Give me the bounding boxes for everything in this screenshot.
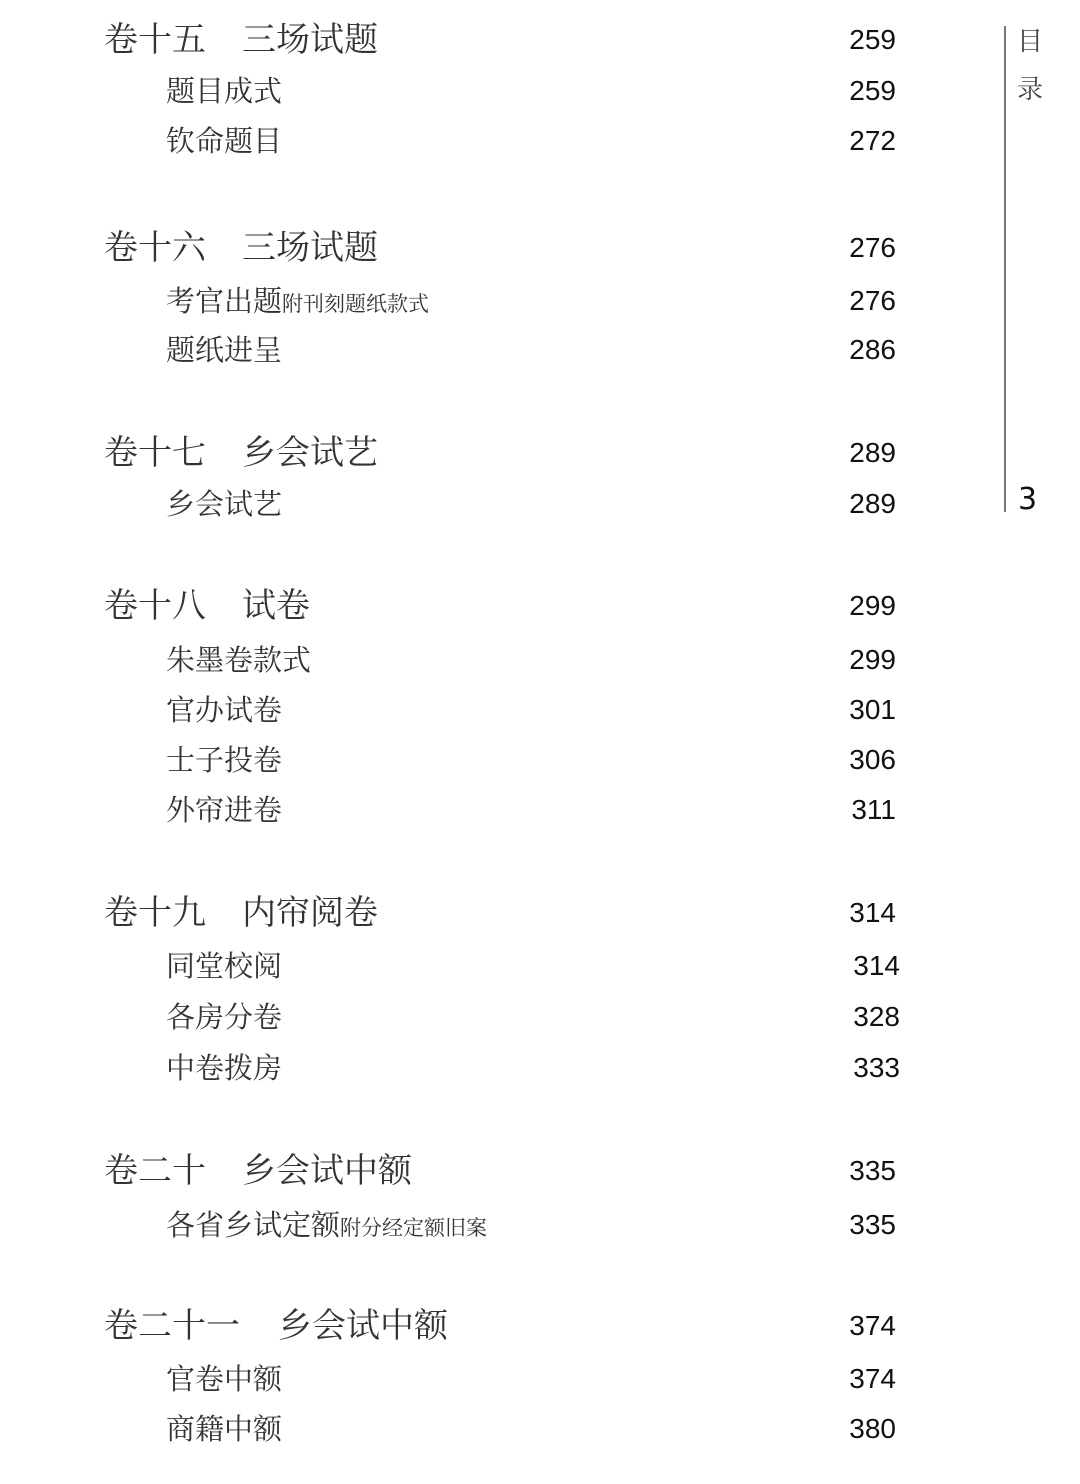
entry-row	[0, 119, 1000, 163]
entry-row	[0, 995, 1000, 1039]
volume-label: 卷十七	[104, 433, 206, 473]
entry-row	[0, 279, 1000, 323]
page-number: 335	[849, 1209, 896, 1240]
entry-title: 外帘进卷	[166, 793, 283, 827]
volume-row	[0, 226, 1000, 270]
entry-row	[0, 69, 1000, 113]
page-number: 259	[849, 75, 896, 106]
volume-title: 试卷	[242, 586, 310, 626]
volume-label: 卷十八	[104, 586, 206, 626]
volume-title: 三场试题	[242, 228, 378, 268]
entry-row	[0, 738, 1000, 782]
entry-row	[0, 688, 1000, 732]
entry-title: 乡会试艺	[166, 487, 283, 521]
page-number: 259	[849, 24, 896, 55]
volume-label: 卷十五	[104, 20, 206, 60]
entry-title: 士子投卷	[166, 743, 283, 777]
entry-title: 官办试卷	[166, 693, 283, 727]
entry-title: 题目成式	[166, 74, 283, 108]
page-number: 314	[849, 897, 896, 928]
folio-number: 3	[1018, 482, 1038, 517]
page-number: 301	[849, 694, 896, 725]
volume-title: 乡会试中额	[278, 1306, 448, 1346]
entry-row	[0, 482, 1000, 526]
page-number: 306	[849, 744, 896, 775]
entry-note: 附分经定额旧案	[340, 1216, 488, 1240]
entry-row	[0, 944, 1000, 988]
entry-row	[0, 1357, 1000, 1401]
entry-note: 附刊刻题纸款式	[282, 292, 430, 316]
page-number: 374	[849, 1310, 896, 1341]
entry-title: 同堂校阅	[166, 949, 283, 983]
entry-title: 考官出题附刊刻题纸款式	[166, 284, 430, 318]
entry-row	[0, 788, 1000, 832]
entry-title: 钦命题目	[166, 124, 283, 158]
entry-row	[0, 1203, 1000, 1247]
page-number: 299	[849, 644, 896, 675]
entry-row	[0, 1407, 1000, 1451]
page-number: 380	[849, 1413, 896, 1444]
volume-label: 卷二十	[104, 1151, 206, 1191]
entry-row	[0, 328, 1000, 372]
entry-title: 商籍中额	[166, 1412, 283, 1446]
entry-title: 官卷中额	[166, 1362, 283, 1396]
entry-title: 各省乡试定额附分经定额旧案	[166, 1208, 488, 1242]
page-number: 289	[849, 437, 896, 468]
entry-title: 中卷拨房	[166, 1051, 283, 1085]
volume-title: 三场试题	[242, 20, 378, 60]
page-number: 328	[853, 1001, 900, 1032]
volume-row	[0, 431, 1000, 475]
page-number: 374	[849, 1363, 896, 1394]
volume-row	[0, 1304, 1000, 1348]
volume-title: 乡会试中额	[242, 1151, 412, 1191]
entry-title: 题纸进呈	[166, 333, 283, 367]
volume-row	[0, 891, 1000, 935]
entry-title: 朱墨卷款式	[166, 643, 312, 677]
entry-row	[0, 1046, 1000, 1090]
volume-row	[0, 1149, 1000, 1193]
entry-title: 各房分卷	[166, 1000, 283, 1034]
page-number: 276	[849, 232, 896, 263]
page-number: 276	[849, 285, 896, 316]
section-label: 目录	[1017, 27, 1044, 105]
volume-row	[0, 18, 1000, 62]
volume-label: 卷十九	[104, 893, 206, 933]
volume-row	[0, 584, 1000, 628]
page-number: 289	[849, 488, 896, 519]
volume-title: 乡会试艺	[242, 433, 378, 473]
page-number: 335	[849, 1155, 896, 1186]
page-number: 333	[853, 1052, 900, 1083]
volume-title: 内帘阅卷	[242, 893, 378, 933]
page-number: 272	[849, 125, 896, 156]
page-number: 286	[849, 334, 896, 365]
volume-label: 卷二十一	[104, 1306, 240, 1346]
page-number: 299	[849, 590, 896, 621]
margin-divider	[1004, 26, 1006, 512]
page-number: 311	[851, 794, 896, 825]
volume-label: 卷十六	[104, 228, 206, 268]
page-number: 314	[853, 950, 900, 981]
entry-row	[0, 638, 1000, 682]
